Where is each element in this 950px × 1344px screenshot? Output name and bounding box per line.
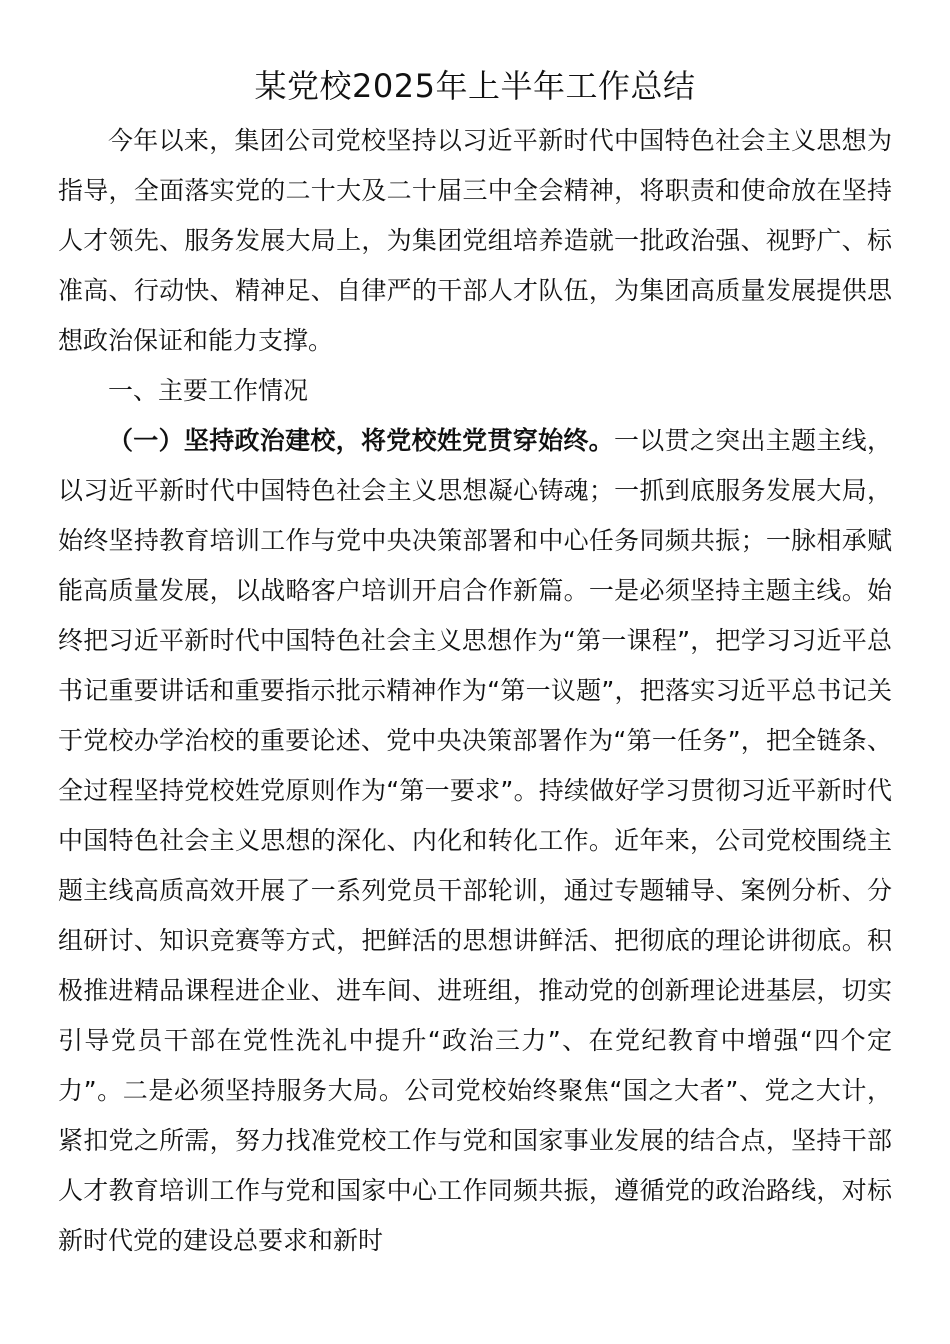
intro-paragraph: 今年以来，集团公司党校坚持以习近平新时代中国特色社会主义思想为指导，全面落实党的二十大及二十届三中全会精神，将职责和使命放在坚持人才领先、服务发展大局上，为集团党组培养造就一批政治强、视野广、标准高、行动快、精神足、自律严的干部人才队伍，为集团高质量发展提供思想政治保证和能力支撑。 [58,126,892,355]
subsection-lead: （一）坚持政治建校，将党校姓党贯穿始终。 [108,426,614,455]
subsection-paragraph [58,416,892,1266]
document-title: 某党校2025年上半年工作总结 [254,67,696,105]
section-heading-main-work: 一、主要工作情况 [108,376,309,405]
subsection-body: 一以贯之突出主题主线，以习近平新时代中国特色社会主义思想凝心铸魂；一抓到底服务发展大局，始终坚持教育培训工作与党中央决策部署和中心任务同频共振；一脉相承赋能高质量发展，以战略客户培训开启合作新篇。一是必须坚持主题主线。始终把习近平新时代中国特色社会主义思想作为“第一课程”，把学习习近平总书记重要讲话和重要指示批示精神作为“第一议题”，把落实习近平总书记关于党校办学治校的重要论述、党中央决策部署作为“第一任务”，把全链条、全过程坚持党校姓党原则作为“第一要求”。持续做好学习贯彻习近平新时代中国特色社会主义思想的深化、内化和转化工作。近年来，公司党校围绕主题主线高质高效开展了一系列党员干部轮训，通过专题辅导、案例分析、分组研讨、知识竞赛等方式，把鲜活的思想讲鲜活、把彻底的理论讲彻底。积极推进精品课程进企业、进车间、进班组，推动党的创新理论进基层，切实引导党员干部在党性洗礼中提升“政治三力”、在党纪教育中增强“四个定力”。二是必须坚持服务大局。公司党校始终聚焦“国之大者”、党之大计，紧扣党之所需，努力找准党校工作与党和国家事业发展的结合点，坚持干部人才教育培训工作与党和国家中心工作同频共振，遵循党的政治路线，对标新时代党的建设总要求和新时 [58,426,892,1255]
